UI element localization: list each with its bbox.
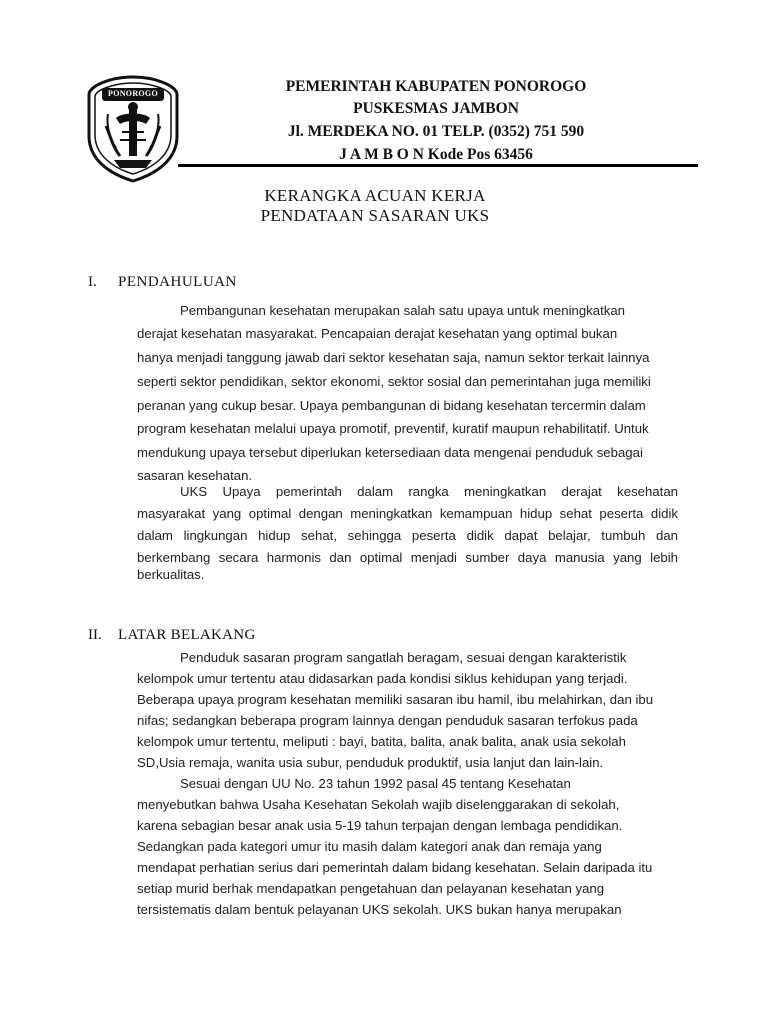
section1-heading: PENDAHULUAN [118,274,237,290]
letterhead-address: Jl. MERDEKA NO. 01 TELP. (0352) 751 590 [287,123,585,140]
s1-p1-line: seperti sektor pendidikan, sektor ekonomi, sektor sosial dan pemerintahan juga memiliki [137,374,651,389]
section2-number: II. [88,627,102,643]
s2-p2-line: Sesuai dengan UU No. 23 tahun 1992 pasal 45 tentang Kesehatan [180,776,571,791]
s2-p2-line: tersistematis dalam bentuk pelayanan UKS sekolah. UKS bukan hanya merupakan [137,902,622,917]
s1-p2-line: dalam lingkungan hidup sehat, sehingga peserta didik dapat belajar, tumbuh dan [137,528,678,543]
s2-p1-line: Penduduk sasaran program sangatlah beragam, sesuai dengan karakteristik [180,650,627,665]
s1-p1-line: hanya menjadi tanggung jawab dari sektor kesehatan saja, namun sektor terkait lainnya [137,350,650,365]
section1-number: I. [88,274,97,290]
regency-logo [86,74,180,184]
s1-p2-line: UKS Upaya pemerintah dalam rangka meningkatkan derajat kesehatan [180,484,678,499]
s2-p2-line: setiap murid berhak mendapatkan pengetahuan dan pelayanan kesehatan yang [137,881,605,896]
s1-p1-line: program kesehatan melalui upaya promotif, preventif, kuratif maupun rehabilitatif. Untuk [137,421,649,436]
s1-p1-line: mendukung upaya tersebut diperlukan ketersediaan data mengenai penduduk sebagai [137,445,643,460]
s1-p1-line: peranan yang cukup besar. Upaya pembangunan di bidang kesehatan tercermin dalam [137,398,646,413]
logo-lettering: PONOROGO [108,89,158,98]
s2-p1-line: Beberapa upaya program kesehatan memiliki sasaran ibu hamil, ibu melahirkan, dan ibu [137,692,654,707]
s2-p2-line: mendapat perhatian serius dari pemerintah dalam bidang kesehatan. Selain daripada itu [137,860,653,875]
letterhead-government: PEMERINTAH KABUPATEN PONOROGO [285,78,587,95]
letterhead-postcode: J A M B O N Kode Pos 63456 [339,146,533,163]
s2-p1-line: SD,Usia remaja, wanita usia subur, penduduk produktif, usia lanjut dan lain-lain. [137,755,604,770]
section2-heading: LATAR BELAKANG [118,627,256,643]
s1-p1-line: derajat kesehatan masyarakat. Pencapaian derajat kesehatan yang optimal bukan [137,326,618,341]
s1-p2-line: berkualitas. [137,567,205,582]
s2-p1-line: nifas; sedangkan beberapa program lainnya dengan penduduk sasaran terfokus pada [137,713,638,728]
letterhead-divider [178,164,698,167]
s2-p2-line: karena sebagian besar anak usia 5-19 tahun terpajan dengan lembaga pendidikan. [137,818,623,833]
s2-p1-line: kelompok umur tertentu atau didasarkan pada kondisi siklus kehidupan yang terjadi. [137,671,628,686]
s1-p2-line: berkembang secara harmonis dan optimal menjadi sumber daya manusia yang lebih [137,550,678,565]
s2-p1-line: kelompok umur tertentu, meliputi : bayi, batita, balita, anak balita, anak usia sekolah [137,734,626,749]
letterhead-puskesmas: PUSKESMAS JAMBON [353,100,519,117]
s2-p2-line: menyebutkan bahwa Usaha Kesehatan Sekolah wajib diselenggarakan di sekolah, [137,797,620,812]
document-title-line1: KERANGKA ACUAN KERJA [264,186,486,205]
document-title-line2: PENDATAAN SASARAN UKS [260,206,490,225]
s2-p2-line: Sedangkan pada kategori umur itu masih dalam kategori anak dan remaja yang [137,839,602,854]
s1-p1-line: Pembangunan kesehatan merupakan salah satu upaya untuk meningkatkan [180,303,626,318]
s1-p1-line: sasaran kesehatan. [137,468,253,483]
s1-p2-line: masyarakat yang optimal dengan meningkatkan kemampuan hidup sehat peserta didik [137,506,678,521]
